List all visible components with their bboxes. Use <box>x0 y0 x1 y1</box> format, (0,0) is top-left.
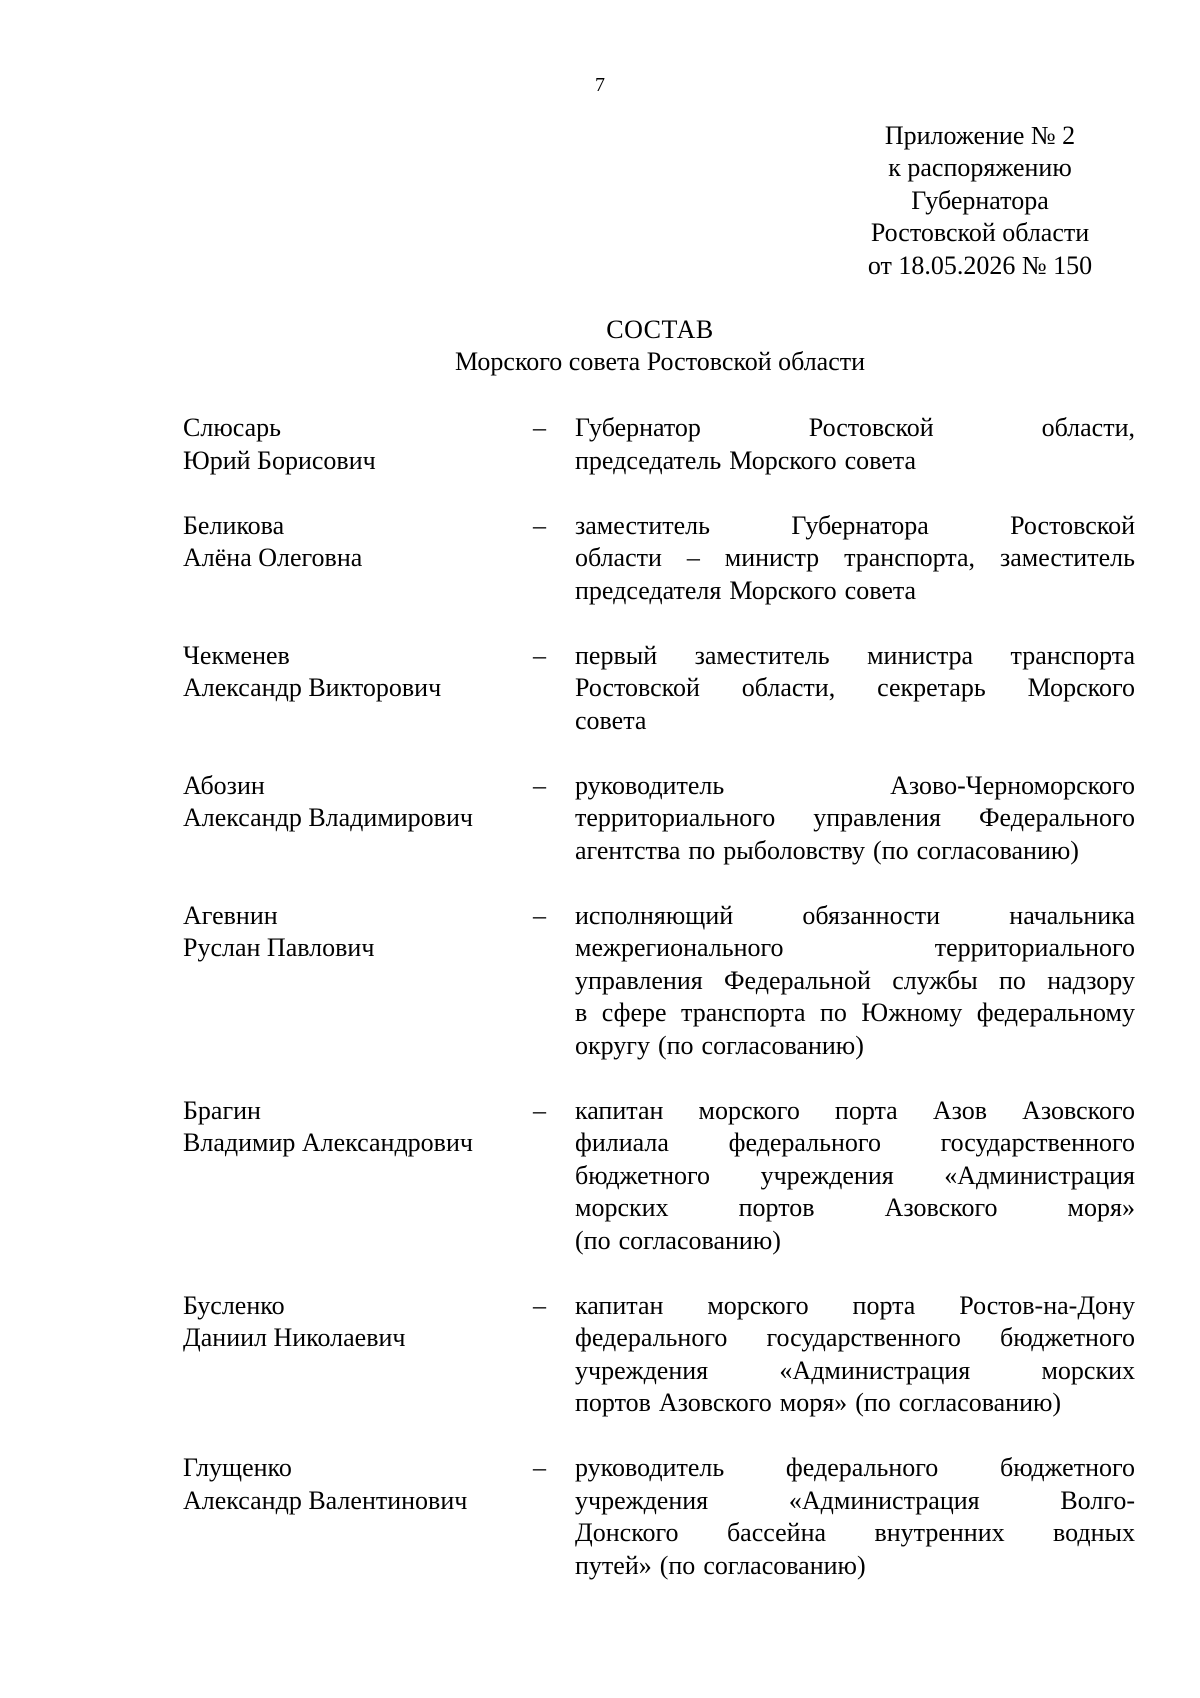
member-given-name: Александр Валентинович <box>183 1485 468 1515</box>
member-position-line <box>575 412 1135 445</box>
member-name <box>183 900 533 1063</box>
word: Ростовской <box>1010 510 1135 540</box>
word: руководитель <box>575 1453 725 1482</box>
word: министр <box>724 543 820 572</box>
word: Губернатора <box>791 510 929 540</box>
word: «Администрация <box>779 1355 971 1385</box>
member-position-line <box>575 1387 1135 1420</box>
member-surname: Слюсарь <box>183 413 281 442</box>
word: первый <box>575 640 658 670</box>
appendix-line: Губернатора <box>911 185 1049 215</box>
word: моря» <box>779 1388 848 1417</box>
word: области <box>575 543 662 572</box>
member-surname: Абозин <box>183 770 265 800</box>
word: по <box>998 965 1026 995</box>
word: бюджетного <box>999 1323 1135 1352</box>
member-position-line <box>575 1225 1135 1258</box>
word: Морского <box>729 445 837 475</box>
member-given-name: Даниил Николаевич <box>183 1323 406 1352</box>
word: исполняющий <box>575 900 734 930</box>
word: Донского <box>575 1518 679 1547</box>
word: совета <box>575 705 647 735</box>
word: порта <box>852 1290 916 1320</box>
member-position-line <box>575 1322 1135 1355</box>
member-entry <box>183 412 1133 477</box>
member-position <box>575 770 1135 868</box>
word: (по <box>575 1225 611 1255</box>
member-position-line <box>575 1452 1135 1485</box>
title-line-2: Морского совета Ростовской области <box>454 347 866 376</box>
appendix-line: Приложение № 2 <box>884 121 1076 150</box>
member-position-line <box>575 1290 1135 1323</box>
word: «Администрация <box>788 1485 980 1515</box>
word: учреждения <box>575 1355 709 1385</box>
word: по <box>688 835 716 865</box>
member-entry <box>183 640 1133 738</box>
member-position-line <box>575 1030 1135 1063</box>
member-entry <box>183 770 1133 868</box>
word: порта <box>834 1095 898 1125</box>
word: межрегионального <box>575 933 784 962</box>
member-given-name: Юрий Борисович <box>183 445 376 475</box>
member-entry <box>183 1095 1133 1258</box>
word: государственного <box>940 1128 1135 1157</box>
word: по <box>819 998 847 1027</box>
member-dash: – <box>533 510 546 540</box>
word: округу <box>575 1030 650 1060</box>
member-position-line <box>575 932 1135 965</box>
word: морского <box>698 1095 800 1125</box>
word: совета <box>844 445 917 475</box>
member-position-line <box>575 705 1135 738</box>
member-position <box>575 1452 1135 1582</box>
member-surname: Глущенко <box>183 1453 292 1482</box>
word: заместитель <box>694 640 830 670</box>
word: заместитель <box>999 543 1135 572</box>
members-list <box>183 412 1133 1615</box>
member-position-line <box>575 1127 1135 1160</box>
word: транспорта <box>1010 640 1135 670</box>
member-dash: – <box>533 1290 546 1320</box>
word: службы <box>892 965 978 995</box>
member-position-line <box>575 1485 1135 1518</box>
word: Федеральной <box>723 965 871 995</box>
member-name <box>183 412 533 477</box>
member-dash: – <box>533 1453 546 1482</box>
member-position-line <box>575 1517 1135 1550</box>
member-position-line <box>575 1550 1135 1583</box>
member-name <box>183 1452 533 1582</box>
member-dash: – <box>533 770 546 800</box>
word: Азовского <box>1022 1095 1135 1125</box>
word: согласованию) <box>701 1030 864 1060</box>
word: Южному <box>861 998 963 1027</box>
word: секретарь <box>877 673 986 702</box>
member-position-line <box>575 900 1135 933</box>
member-name <box>183 1095 533 1258</box>
word: федеральному <box>976 998 1135 1027</box>
member-given-name: Руслан Павлович <box>183 933 375 962</box>
word: Азовского <box>884 1193 998 1222</box>
member-dash: – <box>533 640 546 670</box>
word: моря» <box>1067 1193 1135 1222</box>
member-position-line <box>575 445 1135 478</box>
word: заместитель <box>575 510 711 540</box>
word: агентства <box>575 835 681 865</box>
word: филиала <box>575 1128 669 1157</box>
member-dash: – <box>533 900 546 930</box>
member-given-name: Алёна Олеговна <box>183 543 363 572</box>
word: государственного <box>766 1323 961 1352</box>
word: учреждения <box>575 1485 709 1515</box>
appendix-header <box>830 120 1130 282</box>
member-position-line <box>575 1160 1135 1193</box>
word: председатель <box>575 445 722 475</box>
member-position-line <box>575 510 1135 543</box>
word: (по <box>659 1550 696 1580</box>
member-position <box>575 640 1135 738</box>
word: транспорта <box>681 998 806 1027</box>
member-position-line <box>575 672 1135 705</box>
word: в <box>575 998 588 1027</box>
word: согласованию) <box>916 835 1079 865</box>
title-line-1: СОСТАВ <box>606 315 714 344</box>
member-position-line <box>575 965 1135 998</box>
member-position-line <box>575 997 1135 1030</box>
member-name <box>183 510 533 608</box>
member-entry <box>183 1290 1133 1420</box>
member-position <box>575 1290 1135 1420</box>
member-position-line <box>575 1355 1135 1388</box>
member-surname: Беликова <box>183 510 285 540</box>
word: портов <box>575 1388 651 1417</box>
member-given-name: Александр Владимирович <box>183 803 473 832</box>
word: Ростов-на-Дону <box>959 1290 1135 1320</box>
word: председателя <box>575 575 722 605</box>
member-position-line <box>575 835 1135 868</box>
word: (по <box>657 1030 694 1060</box>
page-number: 7 <box>595 74 605 96</box>
word: внутренних <box>874 1518 1005 1547</box>
document-title <box>0 314 1200 378</box>
word: Федерального <box>978 803 1135 832</box>
word: министра <box>867 640 974 670</box>
member-position <box>575 412 1135 477</box>
word: бюджетного <box>999 1453 1135 1482</box>
word: капитан <box>575 1095 664 1125</box>
word: бассейна <box>726 1518 827 1547</box>
member-dash: – <box>533 1095 546 1125</box>
word: бюджетного <box>575 1160 711 1190</box>
word: Азово-Черноморского <box>890 770 1135 800</box>
member-surname: Брагин <box>183 1095 261 1125</box>
member-surname: Бусленко <box>183 1290 285 1320</box>
word: капитан <box>575 1290 664 1320</box>
member-surname: Агевнин <box>183 900 278 930</box>
word: (по <box>873 835 909 865</box>
member-position-line <box>575 1095 1135 1128</box>
word: согласованию) <box>618 1225 781 1255</box>
member-position-line <box>575 575 1135 608</box>
word: морского <box>707 1290 809 1320</box>
word: морских <box>1041 1355 1135 1385</box>
word: (по <box>855 1388 891 1417</box>
word: Азов <box>932 1095 987 1125</box>
word: управления <box>813 803 941 832</box>
word: учреждения <box>760 1160 894 1190</box>
member-position-line <box>575 770 1135 803</box>
word: федерального <box>728 1128 881 1157</box>
word: водных <box>1053 1518 1135 1547</box>
word: согласованию) <box>898 1388 1062 1417</box>
word: управления <box>575 965 703 995</box>
member-position <box>575 1095 1135 1258</box>
word: сфере <box>601 998 667 1027</box>
word: области, <box>1041 413 1135 442</box>
word: согласованию) <box>703 1550 866 1580</box>
word: Азовского <box>658 1388 772 1417</box>
member-name <box>183 1290 533 1420</box>
word: путей» <box>575 1550 652 1580</box>
word: обязанности <box>802 900 941 930</box>
appendix-line: от 18.05.2026 № 150 <box>867 250 1093 280</box>
member-entry <box>183 510 1133 608</box>
word: начальника <box>1009 900 1135 930</box>
word: территориального <box>934 933 1135 962</box>
word: Морского <box>1027 673 1135 702</box>
member-position <box>575 900 1135 1063</box>
word: территориального <box>575 803 776 832</box>
member-position-line <box>575 802 1135 835</box>
word: Волго- <box>1060 1485 1135 1515</box>
word: Морского <box>729 575 837 605</box>
word: федерального <box>575 1323 728 1352</box>
word: совета <box>844 575 917 605</box>
member-surname: Чекменев <box>183 640 290 670</box>
member-given-name: Александр Викторович <box>183 673 442 702</box>
word: – <box>686 543 700 572</box>
member-entry <box>183 900 1133 1063</box>
member-given-name: Владимир Александрович <box>183 1128 473 1157</box>
appendix-line: к распоряжению <box>888 153 1072 183</box>
member-name <box>183 640 533 738</box>
member-position-line <box>575 1192 1135 1225</box>
member-name <box>183 770 533 868</box>
member-dash: – <box>533 413 546 442</box>
word: морских <box>575 1193 669 1222</box>
word: Губернатор <box>575 413 701 442</box>
word: Ростовской <box>808 413 934 442</box>
word: надзору <box>1047 965 1135 995</box>
member-position <box>575 510 1135 608</box>
word: Ростовской <box>575 673 700 702</box>
word: руководитель <box>575 770 725 800</box>
word: портов <box>738 1193 815 1222</box>
appendix-line: Ростовской области <box>870 218 1090 248</box>
word: транспорта, <box>844 543 976 572</box>
word: федерального <box>785 1453 939 1482</box>
member-entry <box>183 1452 1133 1582</box>
member-position-line <box>575 640 1135 673</box>
word: области, <box>741 673 836 702</box>
word: рыболовству <box>723 835 866 865</box>
member-position-line <box>575 542 1135 575</box>
word: «Администрация <box>944 1160 1135 1190</box>
